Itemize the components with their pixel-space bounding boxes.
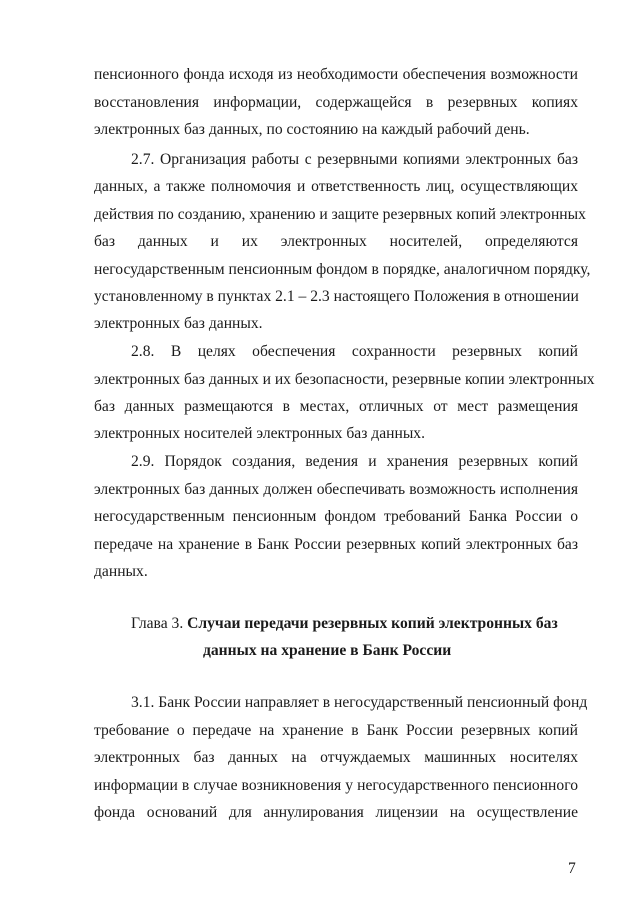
text-line: электронных баз данных на отчуждаемых машинных носителях xyxy=(94,749,578,766)
text-line: информации в случае возникновения у негосударственного пенсионного xyxy=(94,777,578,794)
text-line: восстановления информации, содержащейся в резервных копиях xyxy=(94,94,578,111)
page-number: 7 xyxy=(568,860,576,877)
text-line: негосударственным пенсионным фондом требований Банка России о xyxy=(94,508,578,525)
text-line: данных, а также полномочия и ответственность лиц, осуществляющих xyxy=(94,178,578,195)
text-line: электронных баз данных. xyxy=(94,315,263,332)
text-line: фонда оснований для аннулирования лицензии на осуществление xyxy=(94,804,578,821)
text-line: негосударственным пенсионным фондом в порядке, аналогичном порядку, xyxy=(94,261,591,278)
text-line: пенсионного фонда исходя из необходимости обеспечения возможности xyxy=(94,66,578,83)
text-line: электронных носителей электронных баз данных. xyxy=(94,425,426,442)
text-line: 3.1. Банк России направляет в негосударственный пенсионный фонд xyxy=(131,694,588,711)
chapter-heading-line2 xyxy=(203,641,451,661)
text-line: установленному в пунктах 2.1 – 2.3 настоящего Положения в отношении xyxy=(94,288,579,305)
text-line: баз данных и их электронных носителей, определяются xyxy=(94,233,578,250)
chapter-title-line1: Случаи передачи резервных копий электронных баз xyxy=(187,615,558,632)
text-line: электронных баз данных и их безопасности, резервные копии электронных xyxy=(94,371,595,388)
text-line: 2.9. Порядок создания, ведения и хранения резервных копий xyxy=(131,453,578,470)
text-line: 2.8. В целях обеспечения сохранности резервных копий xyxy=(131,343,578,360)
text-line: баз данных размещаются в местах, отличных от мест размещения xyxy=(94,398,578,415)
text-line: действия по созданию, хранению и защите резервных копий электронных xyxy=(94,206,586,223)
chapter-label: Глава 3. xyxy=(131,615,184,632)
text-line: 2.7. Организация работы с резервными копиями электронных баз xyxy=(131,151,578,168)
text-line: требование о передаче на хранение в Банк России резервных копий xyxy=(94,722,578,739)
text-line: электронных баз данных, по состоянию на каждый рабочий день. xyxy=(94,121,530,138)
chapter-heading xyxy=(131,614,558,634)
text-line: передаче на хранение в Банк России резервных копий электронных баз xyxy=(94,536,578,553)
chapter-title-line2: данных на хранение в Банк России xyxy=(203,642,452,659)
text-line: данных. xyxy=(94,563,148,580)
text-line: электронных баз данных должен обеспечивать возможность исполнения xyxy=(94,481,578,498)
